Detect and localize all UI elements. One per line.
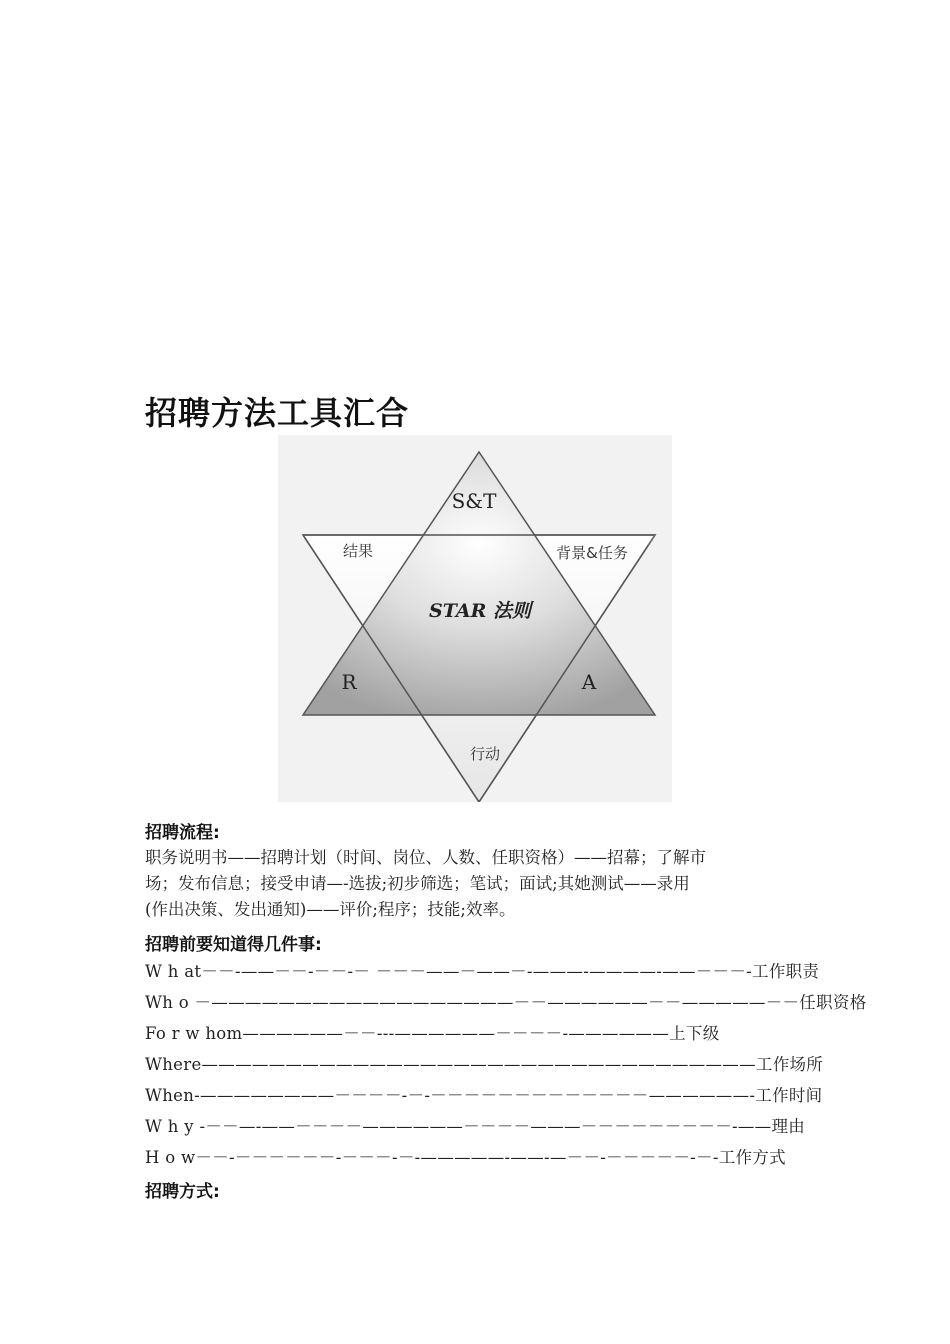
process-line: 职务说明书——招聘计划（时间、岗位、人数、任职资格）——招幕；了解市 [145, 848, 706, 867]
process-heading: 招聘流程: [145, 823, 220, 843]
method-heading: 招聘方式: [145, 1182, 220, 1202]
star-method-diagram [278, 435, 672, 802]
know-item-why: W h y -－－—-——－－－－——————－－－－———－－－－－－－－－-——理由 [145, 1117, 806, 1136]
page-title: 招聘方法工具汇合 [145, 394, 410, 432]
process-line: (作出决策、发出通知)——评价;程序；技能;效率。 [145, 900, 516, 919]
know-item-for-whom: Fo r w hom——————－－---——————－－－－-——————上下级 [145, 1024, 720, 1043]
know-item-where: Where—————————————————————————————————工作场所 [145, 1055, 824, 1074]
star-diagram-svg [278, 435, 672, 802]
process-line: 场；发布信息；接受申请—-选拔;初步筛选；笔试；面试;其她测试——录用 [145, 874, 690, 893]
know-heading: 招聘前要知道得几件事: [145, 935, 322, 955]
label-st: S&T [451, 489, 497, 513]
label-action: 行动 [469, 745, 501, 763]
process-paragraph [145, 845, 805, 923]
label-star-rule: STAR 法则 [429, 600, 531, 622]
label-a: A [581, 670, 597, 694]
know-item-what: W h at－－-——－－-－－-－ －－－——－——－-———-————-——－－－-工作职责 [145, 962, 820, 981]
know-item-who: Wh o －——————————————————－－——————－－—————－－任职资格 [145, 993, 867, 1012]
label-r: R [341, 670, 357, 694]
label-result: 结果 [342, 542, 374, 560]
know-item-when: When-————————－－－－-－-－－－－－－－－－－－－－——————-工作时间 [145, 1086, 823, 1105]
label-background-task: 背景&任务 [556, 544, 628, 562]
know-item-how: H o w－－-－－－－－－-－－－-－-—————-——-—－－-－－－－－-－-工作方式 [145, 1148, 786, 1167]
